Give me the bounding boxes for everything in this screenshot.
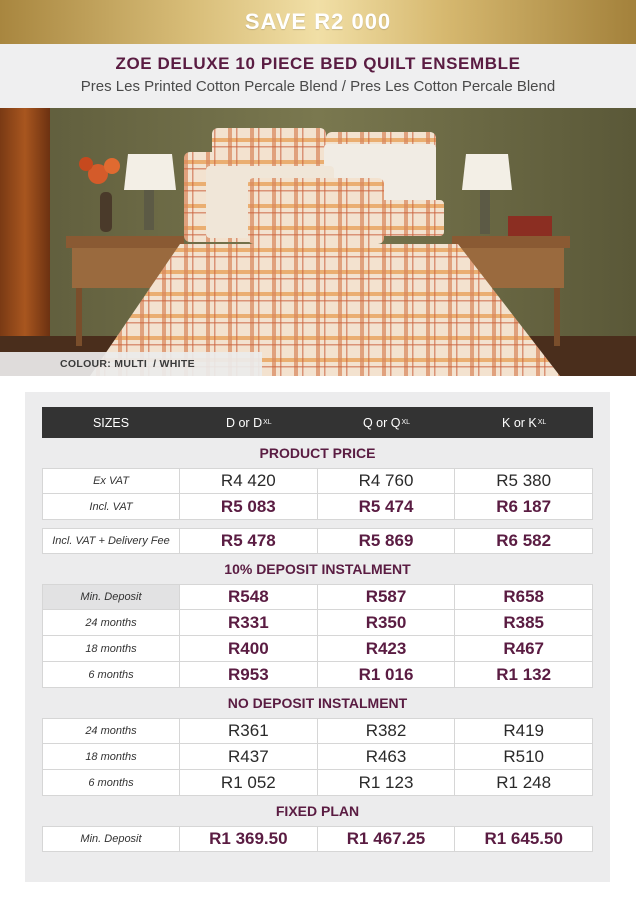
price-king: R510 bbox=[503, 746, 544, 766]
price-double: R953 bbox=[180, 662, 318, 687]
price-queen: R1 016 bbox=[318, 662, 456, 687]
product-photo bbox=[0, 108, 636, 376]
price-double: R331 bbox=[180, 610, 318, 635]
table-row bbox=[42, 636, 593, 662]
row-label: Incl. VAT + Delivery Fee bbox=[43, 529, 180, 553]
pricing-table bbox=[42, 407, 593, 852]
section-no-deposit: NO DEPOSIT INSTALMENT bbox=[227, 695, 408, 711]
table-row bbox=[42, 826, 593, 852]
table-row bbox=[42, 468, 593, 494]
product-subtitle: Pres Les Printed Cotton Percale Blend / Pres Les Cotton Percale Blend bbox=[80, 78, 556, 95]
price-double: R1 052 bbox=[180, 770, 318, 795]
colour-label bbox=[0, 352, 262, 376]
row-label: 6 months bbox=[43, 770, 180, 795]
section-fixed-plan: FIXED PLAN bbox=[275, 803, 360, 819]
price-king: R1 132 bbox=[496, 664, 552, 684]
price-queen: R1 123 bbox=[318, 770, 456, 795]
row-label: 24 months bbox=[43, 719, 180, 743]
product-title: ZOE DELUXE 10 PIECE BED QUILT ENSEMBLE bbox=[115, 54, 521, 73]
table-row bbox=[42, 718, 593, 744]
price-king: R419 bbox=[503, 721, 544, 740]
price-king: R658 bbox=[503, 587, 544, 606]
table-row bbox=[42, 584, 593, 610]
table-row bbox=[42, 770, 593, 796]
table-row bbox=[42, 528, 593, 554]
price-double: R1 369.50 bbox=[180, 827, 318, 851]
header-king: K or K XL bbox=[502, 415, 547, 430]
header-queen: Q or Q XL bbox=[362, 415, 411, 430]
price-double: R361 bbox=[180, 719, 318, 743]
row-label: 18 months bbox=[43, 636, 180, 661]
price-queen: R4 760 bbox=[318, 469, 456, 493]
pricing-panel bbox=[25, 392, 610, 882]
section-product-price: PRODUCT PRICE bbox=[259, 445, 376, 461]
colour-white: / WHITE bbox=[153, 358, 195, 370]
row-label: Min. Deposit bbox=[43, 585, 180, 609]
price-queen: R5 474 bbox=[318, 494, 456, 519]
table-header bbox=[42, 407, 593, 438]
table-row bbox=[42, 744, 593, 770]
table-row bbox=[42, 494, 593, 520]
row-label: Ex VAT bbox=[43, 469, 180, 493]
price-queen: R587 bbox=[318, 585, 456, 609]
price-queen: R5 869 bbox=[318, 529, 456, 553]
price-queen: R350 bbox=[318, 610, 456, 635]
price-double: R437 bbox=[180, 744, 318, 769]
row-label: 24 months bbox=[43, 610, 180, 635]
section-deposit: 10% DEPOSIT INSTALMENT bbox=[224, 561, 411, 577]
price-double: R5 083 bbox=[180, 494, 318, 519]
price-double: R5 478 bbox=[180, 529, 318, 553]
row-label: Min. Deposit bbox=[43, 827, 180, 851]
product-header bbox=[0, 44, 636, 108]
row-label: 18 months bbox=[43, 744, 180, 769]
colour-multi: COLOUR: MULTI bbox=[60, 358, 148, 370]
price-king: R5 380 bbox=[496, 471, 552, 490]
table-row bbox=[42, 662, 593, 688]
price-queen: R382 bbox=[318, 719, 456, 743]
price-king: R467 bbox=[503, 638, 544, 658]
price-queen: R1 467.25 bbox=[318, 827, 456, 851]
price-queen: R463 bbox=[318, 744, 456, 769]
price-double: R548 bbox=[180, 585, 318, 609]
price-king: R1 645.50 bbox=[484, 829, 563, 848]
row-label: 6 months bbox=[43, 662, 180, 687]
price-double: R400 bbox=[180, 636, 318, 661]
header-sizes: SIZES bbox=[92, 415, 130, 430]
price-queen: R423 bbox=[318, 636, 456, 661]
table-row bbox=[42, 610, 593, 636]
price-king: R1 248 bbox=[496, 772, 552, 792]
header-double: D or D XL bbox=[225, 415, 272, 430]
save-banner bbox=[0, 0, 636, 44]
price-king: R6 187 bbox=[496, 496, 552, 516]
bedroom-illustration bbox=[0, 108, 636, 376]
price-king: R6 582 bbox=[496, 531, 552, 550]
save-banner-text: SAVE R2 000 bbox=[244, 9, 392, 34]
price-king: R385 bbox=[503, 612, 544, 632]
row-label: Incl. VAT bbox=[43, 494, 180, 519]
price-double: R4 420 bbox=[180, 469, 318, 493]
